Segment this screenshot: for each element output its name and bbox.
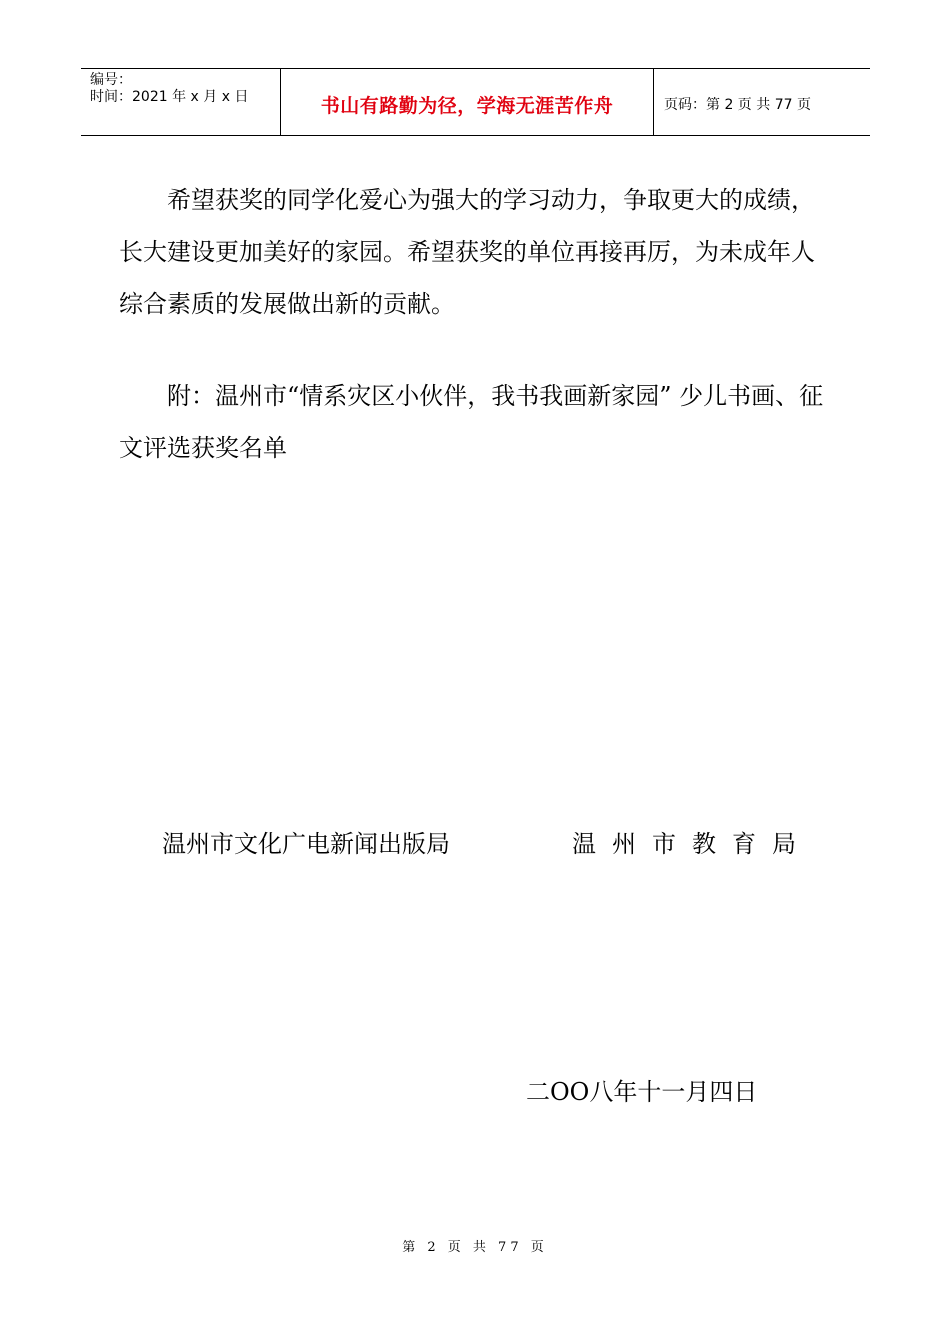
- signer-education-bureau: 温州市教育局: [572, 830, 812, 858]
- header-motto-cell: [281, 69, 654, 135]
- signer-culture-bureau: 温州市文化广电新闻出版局: [162, 830, 450, 858]
- document-date: 二OO八年十一月四日: [526, 1078, 758, 1106]
- serial-number-label: 编号：: [90, 72, 132, 88]
- document-header: [81, 68, 870, 136]
- body-paragraph-2: 附：温州市“情系灾区小伙伴，我书我画新家园” 少儿书画、征文评选获奖名单: [119, 382, 824, 462]
- header-motto: 书山有路勤为径，学海无涯苦作舟: [320, 94, 614, 117]
- header-page-cell: [654, 69, 870, 135]
- signature-block: [162, 822, 842, 866]
- header-meta-cell: [81, 69, 281, 135]
- page-footer: 第 2 页 共 77 页: [402, 1240, 548, 1255]
- body-paragraph-1: 希望获奖的同学化爱心为强大的学习动力，争取更大的成绩，长大建设更加美好的家园。希望获奖的单位再接再厉，为未成年人综合素质的发展做出新的贡献。: [119, 186, 815, 318]
- header-page-info: 页码：第 2 页 共 77 页: [664, 97, 811, 113]
- date-label: 时间：2021 年 x 月 x 日: [90, 89, 249, 105]
